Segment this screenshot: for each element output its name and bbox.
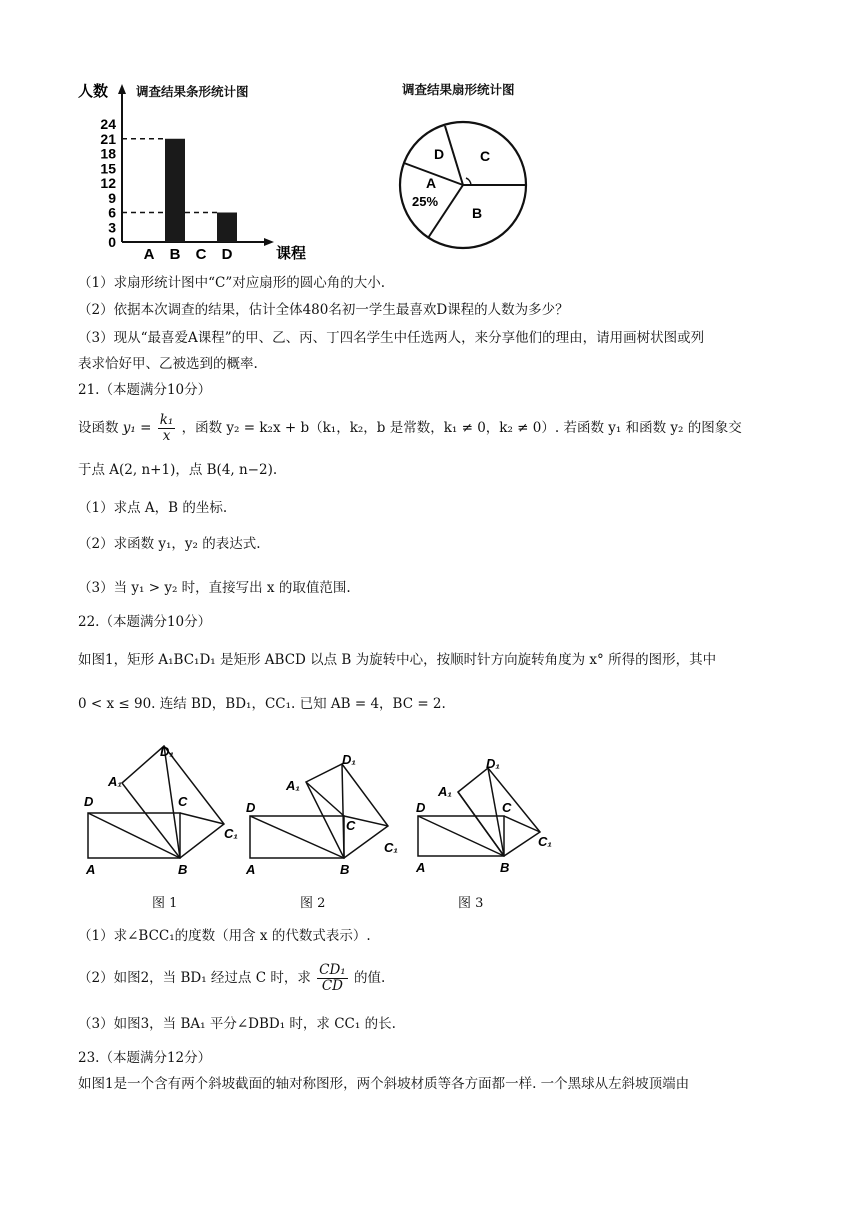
fig3-label-d1: D₁	[486, 756, 500, 771]
figure-1-caption: 图 1	[152, 896, 178, 911]
pie-label-c: C	[480, 148, 491, 164]
bar-category-label: D	[221, 246, 233, 263]
bar-y-tick-label: 18	[100, 145, 116, 162]
bar-category-label: C	[195, 246, 207, 263]
q22-part3: （3）如图3，当 BA₁ 平分∠DBD₁ 时，求 CC₁ 的长.	[78, 1016, 396, 1032]
q23-line1: 如图1是一个含有两个斜坡截面的轴对称图形，两个斜坡材质等各方面都一样. 一个黑球从左斜坡顶端由	[78, 1076, 690, 1092]
q21-heading: 21.（本题满分10分）	[78, 382, 212, 398]
pie-chart-title: 调查结果扇形统计图	[402, 82, 515, 97]
q22-part2-pre: （2）如图2，当 BD₁ 经过点 C 时，求	[78, 970, 311, 986]
figure-2-caption: 图 2	[300, 896, 326, 911]
fig2-label-b: B	[340, 862, 350, 877]
bar-y-arrow	[118, 84, 126, 94]
figure-1	[78, 736, 248, 881]
fig2-label-c1: C₁	[384, 840, 398, 855]
pie-divider-3	[428, 185, 463, 238]
q22-line1: 如图1，矩形 A₁BC₁D₁ 是矩形 ABCD 以点 B 为旋转中心，按顺时针方向旋转角度为 x° 所得的图形，其中	[78, 652, 717, 668]
pie-label-d: D	[434, 146, 445, 162]
fig2-label-c: C	[346, 818, 356, 833]
bar-chart	[76, 76, 346, 266]
q20-part3-line2: 表求恰好甲、乙被选到的概率.	[78, 356, 258, 372]
bar-y-tick-label: 21	[100, 130, 116, 147]
fig3-label-d: D	[416, 800, 426, 815]
bar-x-axis-label: 课程	[276, 245, 307, 262]
fig3-label-c1: C₁	[538, 834, 552, 849]
fig1-label-d1: D₁	[160, 744, 174, 759]
fig3-label-b: B	[500, 860, 510, 875]
bar-y-ticks	[100, 116, 116, 250]
pie-angle-arc	[466, 178, 471, 185]
fig1-label-a: A	[86, 862, 96, 877]
q21-line1-pre: 设函数	[78, 420, 119, 436]
fig3-label-a: A	[416, 860, 426, 875]
fig1-label-b: B	[178, 862, 188, 877]
bar-y-tick-label: 9	[108, 189, 116, 206]
q22-part2	[78, 958, 385, 998]
q22-line2: 0 < x ≤ 90. 连结 BD，BD₁，CC₁. 已知 AB = 4，BC = 2.	[78, 696, 446, 712]
q22-fraction	[317, 963, 348, 994]
figure-2	[242, 746, 412, 881]
pie-label-a: A	[426, 175, 437, 191]
bar-d	[217, 213, 237, 243]
q22-part2-post: 的值.	[354, 970, 386, 986]
q22-frac-num: CD₁	[319, 962, 346, 978]
fig2-label-a: A	[246, 862, 256, 877]
q21-part3: （3）当 y₁ > y₂ 时，直接写出 x 的取值范围.	[78, 580, 351, 596]
q21-frac-num: k₁	[159, 412, 174, 428]
bar-y-tick-label: 6	[108, 204, 116, 221]
bar-y-tick-label: 3	[108, 219, 116, 236]
fig1-label-c1: C₁	[224, 826, 238, 841]
q22-heading: 22.（本题满分10分）	[78, 614, 212, 630]
fig2-label-a1: A₁	[286, 778, 300, 793]
fig2-label-d1: D₁	[342, 752, 356, 767]
bar-x-arrow	[264, 238, 274, 246]
bar-categories	[144, 246, 233, 263]
fig1-label-d: D	[84, 794, 94, 809]
q23-heading: 23.（本题满分12分）	[78, 1050, 212, 1066]
bar-y-tick-label: 0	[108, 234, 116, 250]
bar-b	[165, 139, 185, 242]
pie-divider-1	[445, 126, 463, 185]
q20-part1: （1）求扇形统计图中“C”对应扇形的圆心角的大小.	[78, 275, 386, 291]
q21-fraction	[158, 413, 176, 444]
fig1-label-c: C	[178, 794, 188, 809]
pie-chart	[398, 116, 538, 256]
fig3-label-c: C	[502, 800, 512, 815]
pie-label-b: B	[472, 205, 483, 221]
fig3-label-a1: A₁	[438, 784, 452, 799]
q20-part2: （2）依据本次调查的结果，估计全体480名初一学生最喜欢D课程的人数为多少？	[78, 302, 569, 318]
pie-label-a-percent: 25%	[412, 194, 439, 209]
q20-part3-line1: （3）现从“最喜爱A课程”的甲、乙、丙、丁四名学生中任选两人，来分享他们的理由，请用画树状图或列	[78, 330, 705, 346]
figure-3	[412, 752, 572, 880]
bar-bars	[165, 139, 237, 242]
fig2-label-d: D	[246, 800, 256, 815]
figure-3-caption: 图 3	[458, 896, 484, 911]
q21-part1: （1）求点 A，B 的坐标.	[78, 500, 228, 516]
bar-chart-title: 调查结果条形统计图	[136, 84, 249, 99]
q21-line1-y1: y₁ =	[122, 420, 152, 436]
q21-line1	[78, 408, 742, 448]
q21-part2: （2）求函数 y₁，y₂ 的表达式.	[78, 536, 261, 552]
bar-y-tick-label: 12	[100, 175, 116, 191]
bar-y-tick-label: 24	[100, 116, 116, 132]
bar-y-axis-label: 人数	[78, 83, 109, 100]
bar-category-label: B	[169, 246, 181, 263]
q21-line2: 于点 A(2, n+1)，点 B(4, n−2).	[78, 462, 278, 478]
q22-frac-den: CD	[321, 978, 343, 994]
fig1-label-a1: A₁	[108, 774, 122, 789]
q21-frac-den: x	[162, 428, 171, 444]
q21-line1-post: ，函数 y₂ = k₂x + b（k₁，k₂，b 是常数，k₁ ≠ 0，k₂ ≠ 0）. 若函数 y₁ 和函数 y₂ 的图象交	[181, 420, 742, 436]
bar-category-label: A	[143, 246, 155, 263]
q22-part1: （1）求∠BCC₁的度数（用含 x 的代数式表示）.	[78, 928, 371, 944]
bar-y-tick-label: 15	[100, 160, 116, 177]
